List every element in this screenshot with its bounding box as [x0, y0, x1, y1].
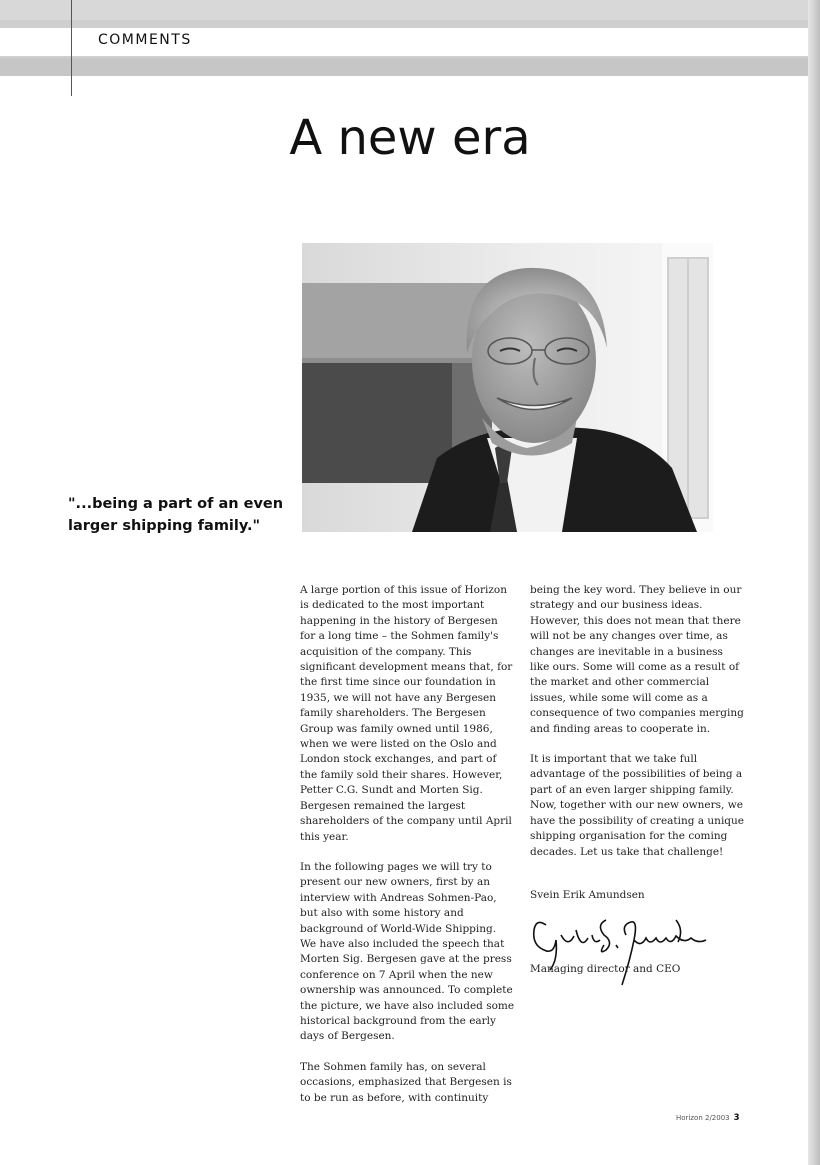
body-paragraph: It is important that we take full advantage of the possibilities of being a part of an even larger shipping family. Now, together with our new owners, we have the possibility of creating a unique shipping organisation for the coming decades. Let us take that challenge!	[530, 753, 744, 858]
header-rule	[71, 0, 72, 96]
signer-title: Managing director and CEO	[530, 963, 681, 975]
section-label: COMMENTS	[98, 32, 192, 48]
portrait-photo	[302, 243, 713, 532]
body-paragraph: A large portion of this issue of Horizon is dedicated to the most important happening in the history of Bergesen for a long time – the Sohmen family's acquisition of the company. This significant development means that, for the first time since our foundation in 1935, we will not have any Bergesen family shareholders. The Bergesen Group was family owned until 1986, when we were listed on the Oslo and London stock exchanges, and part of the family sold their shares. However, Petter C.G. Sundt and Morten Sig. Bergesen remained the largest shareholders of the company until April this year.	[300, 584, 513, 843]
signer-name: Svein Erik Amundsen	[530, 889, 645, 901]
body-column-right	[530, 583, 745, 875]
footer-publication: Horizon 2/2003	[676, 1114, 730, 1122]
page-number: 3	[733, 1113, 740, 1123]
page-footer	[676, 1113, 740, 1123]
body-paragraph: In the following pages we will try to present our new owners, first by an interview with Andreas Sohmen-Pao, but also with some history and background of World-Wide Shipping. We have also included the speech that Morten Sig. Bergesen gave at the press conference on 7 April when the new ownership was announced. To complete the picture, we have also included some historical background from the early days of Bergesen.	[300, 860, 515, 1043]
article-title: A new era	[289, 110, 531, 166]
pull-quote: "...being a part of an even larger shipping family."	[68, 496, 284, 534]
header-stripe-top	[0, 0, 808, 20]
body-column-left	[300, 583, 515, 1121]
portrait-illustration	[302, 243, 713, 532]
body-paragraph: The Sohmen family has, on several occasions, emphasized that Bergesen is to be run as before, with continuity	[300, 1060, 512, 1104]
page-edge-shadow	[808, 0, 820, 1165]
header-stripe-bottom	[0, 58, 808, 76]
body-paragraph: being the key word. They believe in our strategy and our business ideas. However, this does not mean that there will not be any changes over time, as changes are inevitable in a business like ours. Some will come as a result of the market and other commercial issues, while some will come as a consequence of two companies merging and finding areas to cooperate in.	[530, 584, 744, 735]
